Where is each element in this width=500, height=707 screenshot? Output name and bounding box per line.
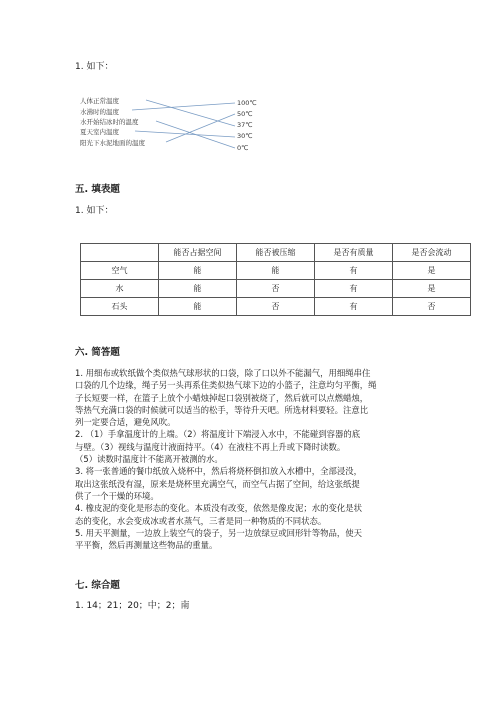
match-line xyxy=(132,103,235,110)
section-title-7: 七. 综合题 xyxy=(75,580,120,591)
table-header-cell: 是否有质量 xyxy=(315,244,393,262)
answer-line: 供了一个干燥的环境。 xyxy=(75,490,159,501)
table-cell: 否 xyxy=(393,298,471,316)
table-cell: 有 xyxy=(315,262,393,280)
answer-line: 2. （1）手拿温度计的上端。（2）将温度计下端浸入水中，不能碰到容器的底 xyxy=(75,429,361,440)
matching-left-item: 夏天室内温度 xyxy=(80,128,119,136)
table-cell: 否 xyxy=(237,298,315,316)
answer-line: （5）读数时温度计不能离开被测的水。 xyxy=(75,454,223,465)
table-cell: 空气 xyxy=(81,262,159,280)
answer-line: 与壁。（3）视线与温度计液面持平。（4）在液柱不再上升或下降时读数。 xyxy=(75,441,346,452)
answer-line: 4. 橡皮泥的变化是形态的变化。本质没有改变，依然是像皮泥；水的变化是状 xyxy=(75,503,363,514)
table-cell: 能 xyxy=(159,280,237,298)
answer-line: 5. 用天平测量，一边放上装空气的袋子，另一边放绿豆或回形针等物品，使天 xyxy=(75,527,363,538)
answer-line: 态的变化，水会变成冰或者水蒸气，三者是同一种物质的不同状态。 xyxy=(75,515,327,526)
properties-table xyxy=(80,243,471,316)
matching-item-number: 1. 如下： xyxy=(75,62,114,72)
table-cell: 能 xyxy=(237,262,315,280)
table-row xyxy=(81,262,471,280)
table-row xyxy=(81,298,471,316)
section7-answer: 1. 14；21；20；中；2；南 xyxy=(75,601,190,611)
matching-left-item: 人体正常温度 xyxy=(80,97,119,105)
table-cell: 石头 xyxy=(81,298,159,316)
short-answer-block xyxy=(75,367,473,551)
matching-left-item: 水开始结冰时的温度 xyxy=(80,118,139,126)
answer-line: 子长短要一样，在篮子上放个小蜡烛掉起口袋别被烧了，然后就可以点燃蜡烛， xyxy=(75,392,369,403)
table-cell: 水 xyxy=(81,280,159,298)
table-cell: 有 xyxy=(315,298,393,316)
matching-left-item: 阳光下水泥地面的温度 xyxy=(80,139,145,147)
table-row xyxy=(81,280,471,298)
table-header-cell: 能否被压缩 xyxy=(237,244,315,262)
answer-line: 口袋的几个边缘，绳子另一头再系住类似热气球下边的小篮子，注意均匀平衡，绳 xyxy=(75,380,377,391)
matching-right-item: 50℃ xyxy=(237,110,253,118)
matching-right-item: 37℃ xyxy=(237,121,253,129)
matching-lines xyxy=(80,96,260,156)
matching-right-item: 0℃ xyxy=(237,144,249,152)
matching-right-item: 30℃ xyxy=(237,132,253,140)
answer-line: 平平衡，然后再测量这些物品的重量。 xyxy=(75,540,218,551)
table-cell: 能 xyxy=(159,262,237,280)
table-cell: 是 xyxy=(393,280,471,298)
answer-line: 取出这张纸没有湿，原来是烧杯里充满空气，而空气占据了空间，给这张纸提 xyxy=(75,478,360,489)
answer-line: 3. 将一张普通的餐巾纸放入烧杯中，然后将烧杯倒扣放入水槽中，全部浸没， xyxy=(75,466,363,477)
table-header-row xyxy=(81,244,471,262)
table-cell: 是 xyxy=(393,262,471,280)
section-title-5: 五. 填表题 xyxy=(75,184,120,195)
matching-right-item: 100℃ xyxy=(237,99,257,107)
temperature-matching-diagram xyxy=(80,96,260,156)
table-cell: 否 xyxy=(237,280,315,298)
answer-line: 等热气充满口袋的时候就可以适当的松手，等待升天吧。所选材料要轻。注意比 xyxy=(75,404,369,415)
table-cell: 能 xyxy=(159,298,237,316)
table-header-cell xyxy=(81,244,159,262)
table-header-cell: 能否占据空间 xyxy=(159,244,237,262)
table-cell: 有 xyxy=(315,280,393,298)
matching-left-item: 水沸时的温度 xyxy=(80,108,119,116)
table-header-cell: 是否会流动 xyxy=(393,244,471,262)
answer-line: 1. 用细布或软纸做个类似热气球形状的口袋，除了口以外不能漏气，用细绳串住 xyxy=(75,368,371,378)
section5-item-number: 1. 如下： xyxy=(75,206,114,216)
answer-line: 列一定要合适，避免风吹。 xyxy=(75,417,176,428)
section-title-6: 六. 简答题 xyxy=(75,347,120,358)
